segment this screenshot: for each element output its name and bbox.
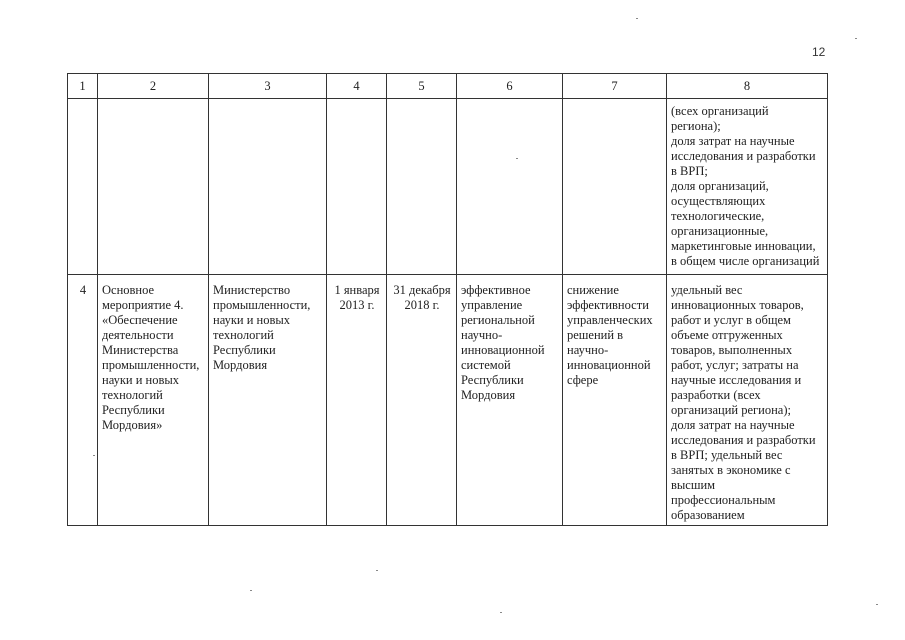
cell-expected-result: эффективное управление региональной научно- инновационной системой Республики Мордовия [457, 275, 563, 526]
scan-speck [516, 158, 518, 159]
cell-end-date: 31 декабря 2018 г. [387, 275, 457, 526]
header-col-4: 4 [327, 74, 387, 99]
cell-empty [457, 99, 563, 275]
table-row-continuation [68, 99, 828, 275]
header-col-5: 5 [387, 74, 457, 99]
cell-start-date: 1 января 2013 г. [327, 275, 387, 526]
cell-empty [563, 99, 667, 275]
header-col-6: 6 [457, 74, 563, 99]
cell-empty [68, 99, 98, 275]
scan-speck [855, 38, 857, 39]
scan-speck [376, 570, 378, 571]
table-header-row [68, 74, 828, 99]
page-number: 12 [812, 45, 826, 59]
cell-empty [98, 99, 209, 275]
scan-speck [500, 612, 502, 613]
program-events-table [67, 73, 828, 526]
cell-indicators: удельный вес инновационных товаров, работ и услуг в общем объеме отгруженных товаров, выполненных работ, услуг; затраты на научные исследования и разработки (всех организаций региона); доля затрат на научные исследования и разработки в ВРП; удельный вес занятых в экономике с высшим профессиональным образованием [667, 275, 828, 526]
scan-speck [876, 604, 878, 605]
cell-empty [327, 99, 387, 275]
cell-consequences: снижение эффективности управленческих решений в научно- инновационной сфере [563, 275, 667, 526]
cell-empty [209, 99, 327, 275]
cell-indicators-continued: (всех организаций региона); доля затрат на научные исследования и разработки в ВРП; доля организаций, осуществляющих технологические, организационные, маркетинговые инновации, в общем числе организаций [667, 99, 828, 275]
scan-speck [250, 590, 252, 591]
header-col-1: 1 [68, 74, 98, 99]
header-col-8: 8 [667, 74, 828, 99]
scan-speck [636, 18, 638, 19]
scan-speck [93, 455, 95, 456]
header-col-2: 2 [98, 74, 209, 99]
header-col-7: 7 [563, 74, 667, 99]
cell-number: 4 [68, 275, 98, 526]
cell-event: Основное мероприятие 4. «Обеспечение деятельности Министерства промышленности, науки и новых технологий Республики Мордовия» [98, 275, 209, 526]
cell-executor: Министерство промышленности, науки и новых технологий Республики Мордовия [209, 275, 327, 526]
header-col-3: 3 [209, 74, 327, 99]
cell-empty [387, 99, 457, 275]
table-row-4 [68, 275, 828, 526]
